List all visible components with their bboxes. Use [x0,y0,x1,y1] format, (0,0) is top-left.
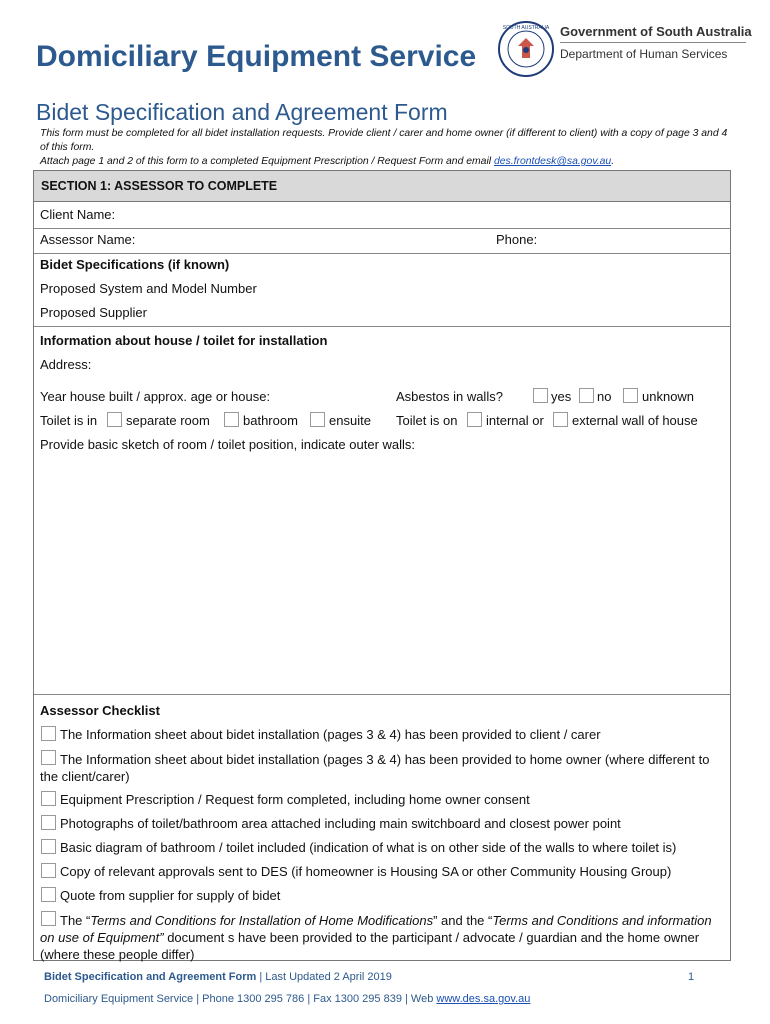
checklist-checkbox[interactable] [41,839,56,854]
form-title: Bidet Specification and Agreement Form [36,99,448,125]
asbestos-no-checkbox[interactable] [579,388,594,403]
checklist-item-terms: The “Terms and Conditions for Installation of Home Modifications” and the “Terms and Conditions and information on use of Equipment” document s have been provided to the participant / advocate / guardian and the home owner (where these people differ) [40,913,712,962]
ensuite-label: ensuite [329,413,371,428]
intro-text [40,127,730,169]
year-built-label: Year house built / approx. age or house: [40,389,271,404]
government-logo [496,20,556,78]
section-1-header [34,171,730,202]
email-link[interactable]: des.frontdesk@sa.gov.au [493,156,612,167]
separate-room-checkbox[interactable] [107,412,122,427]
ensuite-checkbox[interactable] [310,412,325,427]
assessor-name-label: Assessor Name: [40,232,136,247]
house-info-heading: Information about house / toilet for installation [40,333,328,348]
sketch-area[interactable] [40,458,724,688]
checklist-item: Equipment Prescription / Request form completed, including home owner consent [60,792,530,807]
checklist-item: The Information sheet about bidet installation (pages 3 & 4) has been provided to home owner (where different to the client/carer) [40,752,710,784]
asbestos-label: Asbestos in walls? [396,389,503,404]
asbestos-unknown-label: unknown [642,389,695,404]
section-heading: SECTION 1: ASSESSOR TO COMPLETE [41,179,278,193]
footer-title: Bidet Specification and Agreement Form | Last Updated 2 April 2019 [44,971,392,983]
service-title: Domiciliary Equipment Service [36,40,477,73]
checklist-checkbox[interactable] [41,726,56,741]
checklist-checkbox[interactable] [41,887,56,902]
checklist-heading: Assessor Checklist [40,703,160,718]
checklist-item: Basic diagram of bathroom / toilet included (indication of what is on other side of the walls to where toilet is) [60,840,677,855]
address-label: Address: [40,357,92,372]
divider [34,228,730,229]
external-label: external wall of house [572,413,698,428]
client-name-label: Client Name: [40,207,116,222]
asbestos-yes-label: yes [551,389,572,404]
checklist-checkbox[interactable] [41,815,56,830]
checklist-item: The Information sheet about bidet installation (pages 3 & 4) has been provided to client / carer [60,727,601,742]
external-checkbox[interactable] [553,412,568,427]
website-link[interactable]: www.des.sa.gov.au [436,993,531,1005]
proposed-system-label: Proposed System and Model Number [40,281,257,296]
bathroom-checkbox[interactable] [224,412,239,427]
checklist-checkbox[interactable] [41,791,56,806]
intro-line-2: Attach page 1 and 2 of this form to a completed Equipment Prescription / Request Form and email des.frontdesk@sa.gov.au. [40,156,615,167]
header-rule [560,42,746,43]
bidet-spec-heading: Bidet Specifications (if known) [40,257,230,272]
divider [34,694,730,695]
toilet-is-on-label: Toilet is on [396,413,458,428]
department-name: Department of Human Services [560,47,728,61]
government-name: Government of South Australia [560,24,752,39]
divider [34,326,730,327]
asbestos-unknown-checkbox[interactable] [623,388,638,403]
proposed-supplier-label: Proposed Supplier [40,305,147,320]
checklist-item: Photographs of toilet/bathroom area attached including main switchboard and closest power point [60,816,621,831]
checklist-item: Quote from supplier for supply of bidet [60,888,281,903]
logo-text: SOUTH AUSTRALIA [502,25,550,31]
phone-label: Phone: [496,232,538,247]
page-number: 1 [688,971,695,983]
sketch-prompt: Provide basic sketch of room / toilet position, indicate outer walls: [40,437,416,452]
toilet-is-in-label: Toilet is in [40,413,98,428]
bathroom-label: bathroom [243,413,298,428]
footer-contact: Domiciliary Equipment Service | Phone 1300 295 786 | Fax 1300 295 839 | Web www.des.sa.gov.au [44,993,531,1005]
separate-room-label: separate room [126,413,210,428]
asbestos-yes-checkbox[interactable] [533,388,548,403]
checklist-item: Copy of relevant approvals sent to DES (if homeowner is Housing SA or other Community Housing Group) [60,864,672,879]
checklist-checkbox[interactable] [41,863,56,878]
internal-checkbox[interactable] [467,412,482,427]
intro-line-1: This form must be completed for all bidet installation requests. Provide client / carer and home owner (if different to client) with a copy of page 3 and 4 of this form. [40,128,728,153]
divider [34,253,730,254]
internal-label: internal or [486,413,544,428]
asbestos-no-label: no [597,389,612,404]
